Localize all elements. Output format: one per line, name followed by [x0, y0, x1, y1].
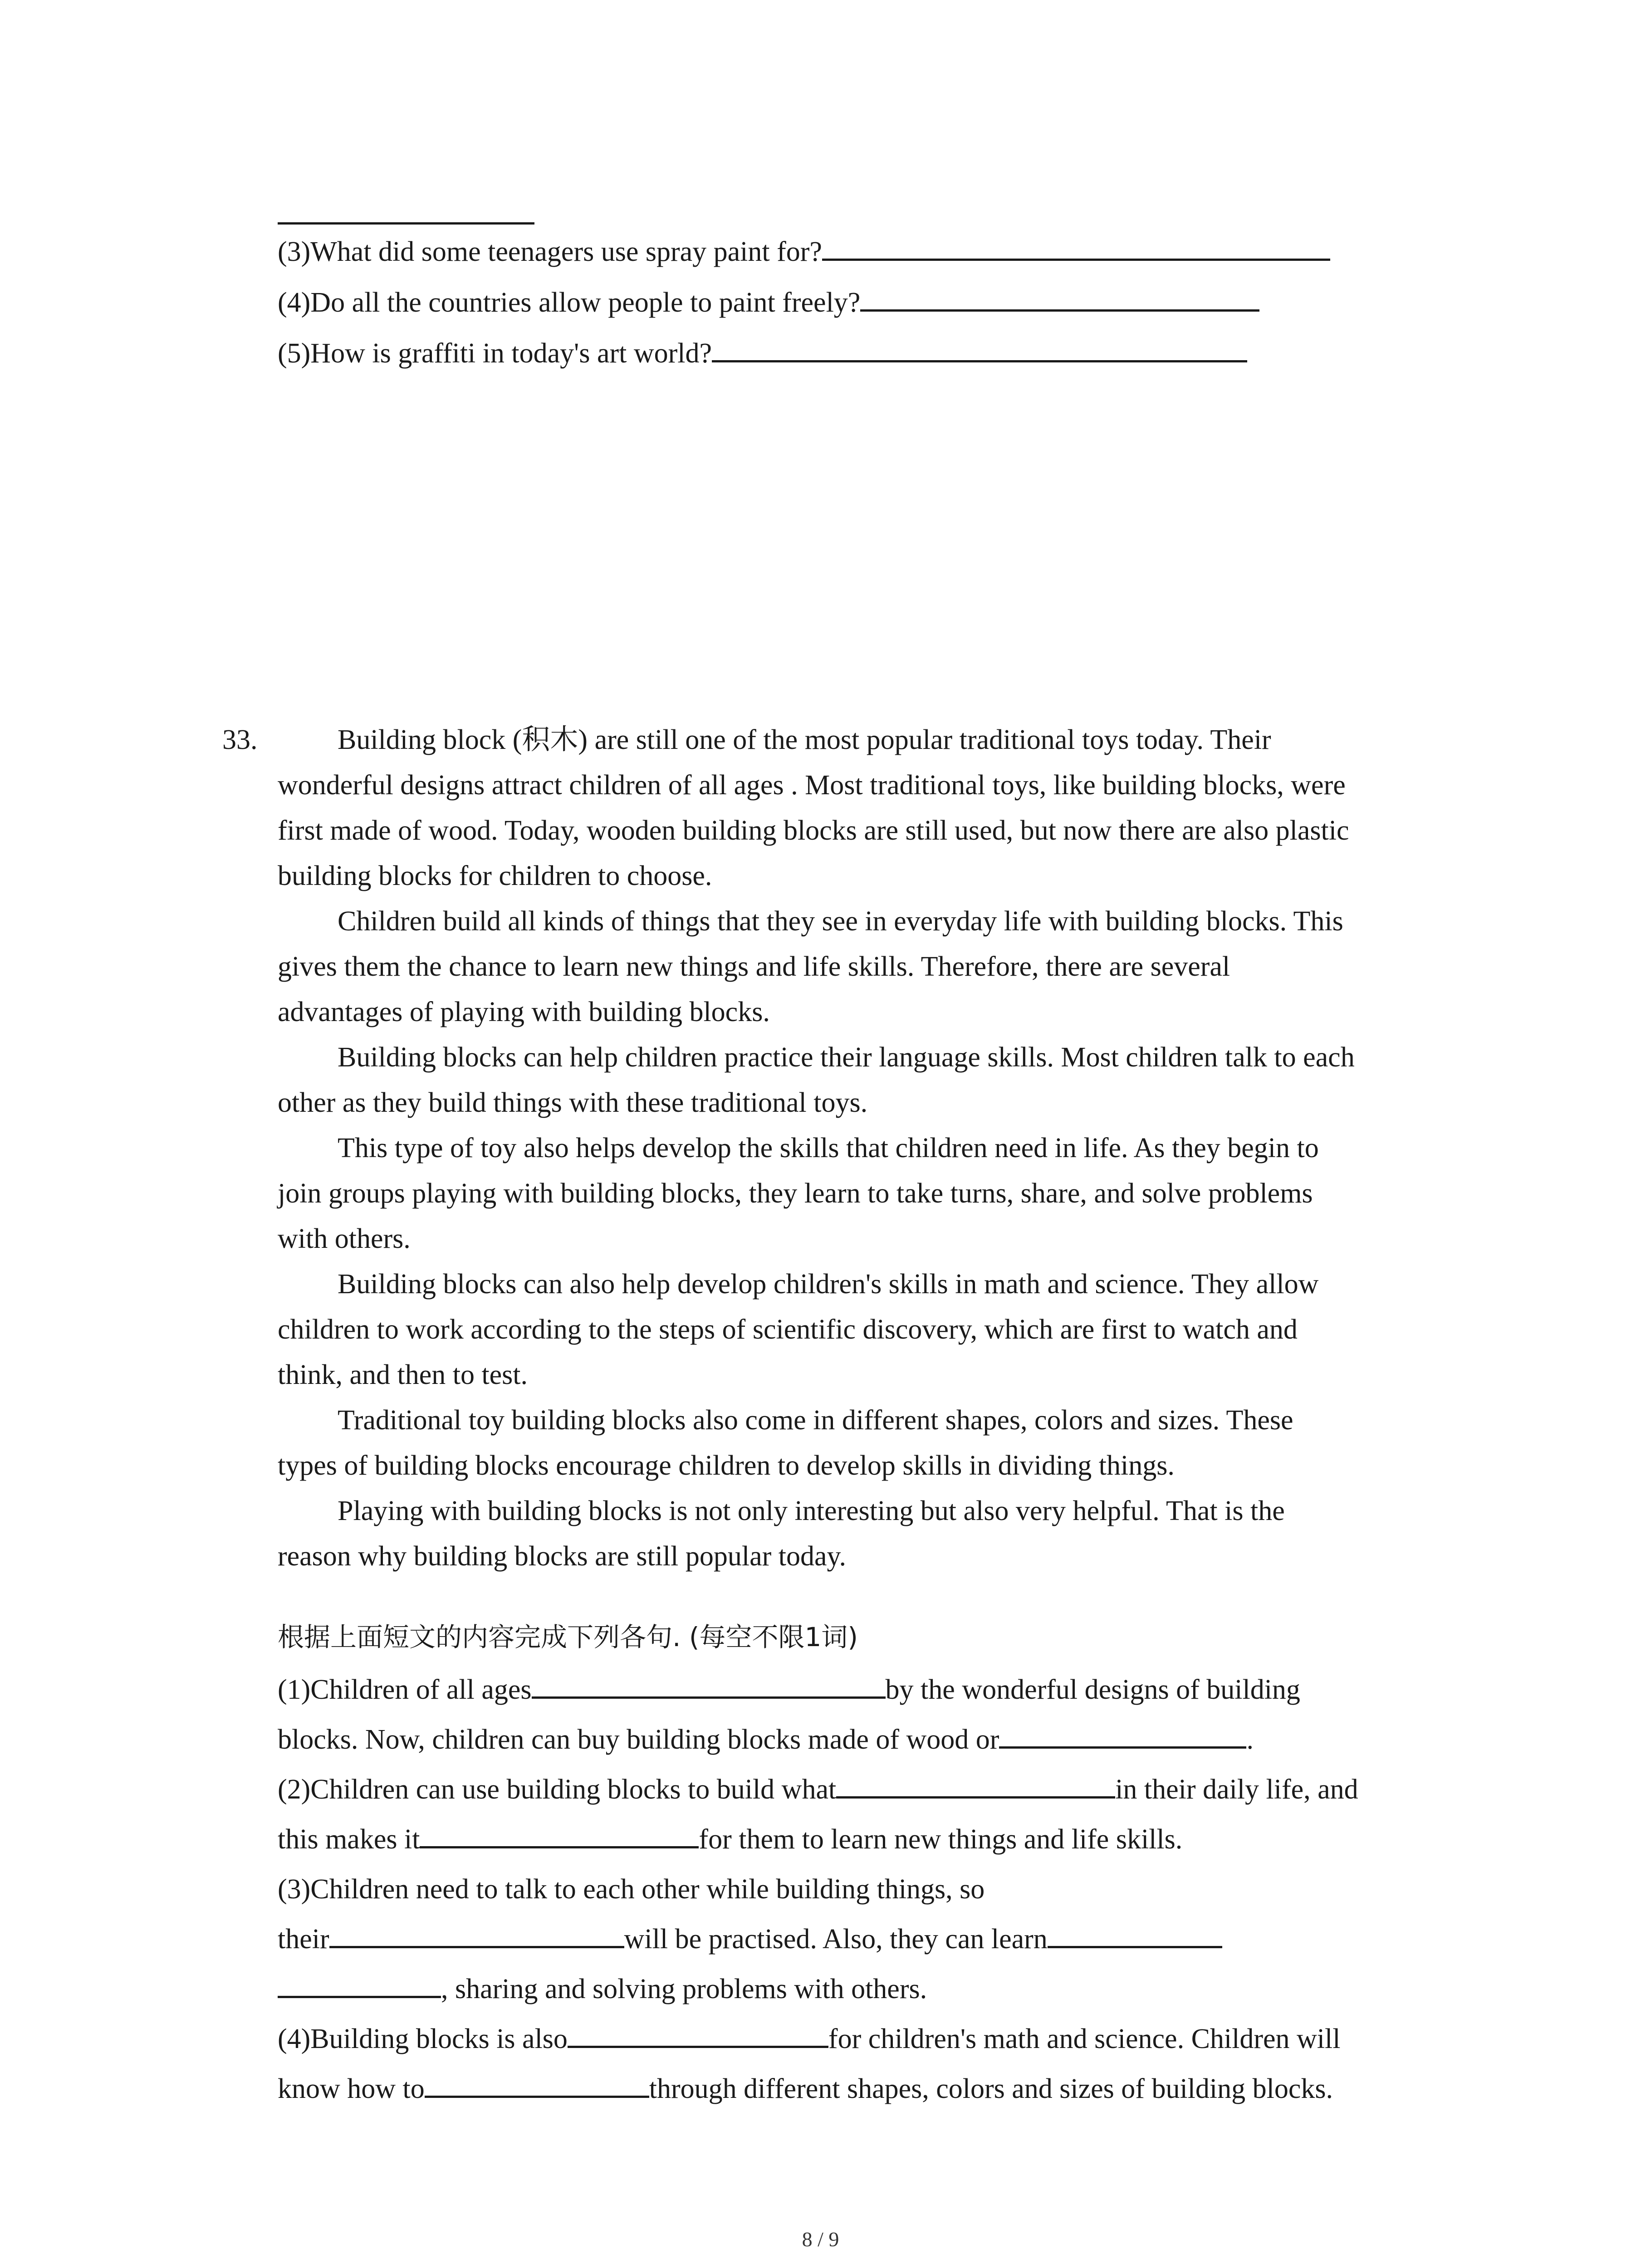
passage-line: advantages of playing with building blocks. — [278, 997, 770, 1027]
answer-blank[interactable] — [836, 1774, 1115, 1799]
task-text: (2)Children can use building blocks to build what — [278, 1774, 837, 1805]
passage-line: think, and then to test. — [278, 1359, 528, 1390]
passage-line: with others. — [278, 1223, 411, 1254]
task-text: by the wonderful designs of building — [885, 1674, 1300, 1705]
answer-blank[interactable] — [278, 1973, 441, 1998]
task-line — [278, 1823, 1182, 1856]
passage-line: Building blocks can help children practice their language skills. Most children talk to each — [338, 1042, 1355, 1073]
passage-line: wonderful designs attract children of all ages . Most traditional toys, like building blocks, were — [278, 770, 1346, 801]
question-line — [278, 337, 1247, 370]
question-number: 33. — [222, 724, 258, 755]
task-text: through different shapes, colors and sizes of building blocks. — [649, 2073, 1333, 2104]
question-line — [278, 287, 1259, 319]
answer-blank[interactable] — [568, 2023, 828, 2048]
question-text: (5)How is graffiti in today's art world? — [278, 338, 712, 369]
page-number: 8 / 9 — [802, 2228, 839, 2251]
task-text: their — [278, 1924, 329, 1955]
answer-blank[interactable] — [822, 236, 1330, 261]
task-text: this makes it — [278, 1824, 420, 1855]
passage-line: reason why building blocks are still popular today. — [278, 1541, 846, 1572]
passage-line: children to work according to the steps of scientific discovery, which are first to watch and — [278, 1314, 1298, 1345]
answer-blank[interactable] — [999, 1724, 1246, 1749]
task-text: (1)Children of all ages — [278, 1674, 532, 1705]
answer-blank[interactable] — [532, 1674, 886, 1699]
passage-line: join groups playing with building blocks, they learn to take turns, share, and solve problems — [278, 1178, 1313, 1209]
answer-blank[interactable] — [278, 222, 534, 225]
answer-blank[interactable] — [860, 287, 1259, 312]
passage-line: Building blocks can also help develop children's skills in math and science. They allow — [338, 1269, 1319, 1300]
answer-blank[interactable] — [420, 1823, 699, 1848]
task-line: (3)Children need to talk to each other while building things, so — [278, 1874, 985, 1905]
answer-blank[interactable] — [1048, 1923, 1222, 1948]
task-line — [278, 2073, 1333, 2105]
task-line — [278, 1774, 1358, 1806]
passage-line: gives them the chance to learn new things and life skills. Therefore, there are several — [278, 951, 1230, 982]
question-text: (4)Do all the countries allow people to paint freely? — [278, 287, 861, 318]
passage-line: Playing with building blocks is not only interesting but also very helpful. That is the — [338, 1496, 1285, 1526]
task-text: in their daily life, and — [1115, 1774, 1358, 1805]
task-text: . — [1246, 1724, 1254, 1755]
task-instruction: 根据上面短文的内容完成下列各句. (每空不限1词) — [278, 1622, 858, 1652]
task-text: (4)Building blocks is also — [278, 2024, 568, 2054]
passage-line: This type of toy also helps develop the skills that children need in life. As they begin to — [338, 1133, 1319, 1163]
task-text: blocks. Now, children can buy building blocks made of wood or — [278, 1724, 999, 1755]
passage-line: types of building blocks encourage children to develop skills in dividing things. — [278, 1450, 1175, 1481]
answer-blank[interactable] — [425, 2073, 649, 2098]
passage-line: Building block (积木) are still one of the most popular traditional toys today. Their — [338, 724, 1271, 755]
task-text: , sharing and solving problems with others. — [441, 1974, 927, 2004]
task-line — [278, 1973, 927, 2005]
question-text: (3)What did some teenagers use spray paint for? — [278, 236, 822, 267]
answer-blank[interactable] — [329, 1923, 624, 1948]
task-text: know how to — [278, 2073, 425, 2104]
task-text: will be practised. Also, they can learn — [624, 1924, 1048, 1955]
task-text: for children's math and science. Children will — [828, 2024, 1341, 2054]
task-line — [278, 2023, 1341, 2055]
question-line — [278, 236, 1330, 268]
passage-line: building blocks for children to choose. — [278, 860, 712, 891]
answer-blank[interactable] — [712, 337, 1247, 362]
task-line — [278, 1674, 1300, 1706]
passage-line: other as they build things with these traditional toys. — [278, 1087, 868, 1118]
task-text: for them to learn new things and life skills. — [699, 1824, 1183, 1855]
passage-line: Children build all kinds of things that they see in everyday life with building blocks. This — [338, 906, 1343, 937]
passage-line: first made of wood. Today, wooden building blocks are still used, but now there are also plastic — [278, 815, 1349, 846]
task-line — [278, 1724, 1254, 1756]
task-line — [278, 1923, 1222, 1955]
passage-line: Traditional toy building blocks also come in different shapes, colors and sizes. These — [338, 1405, 1293, 1436]
